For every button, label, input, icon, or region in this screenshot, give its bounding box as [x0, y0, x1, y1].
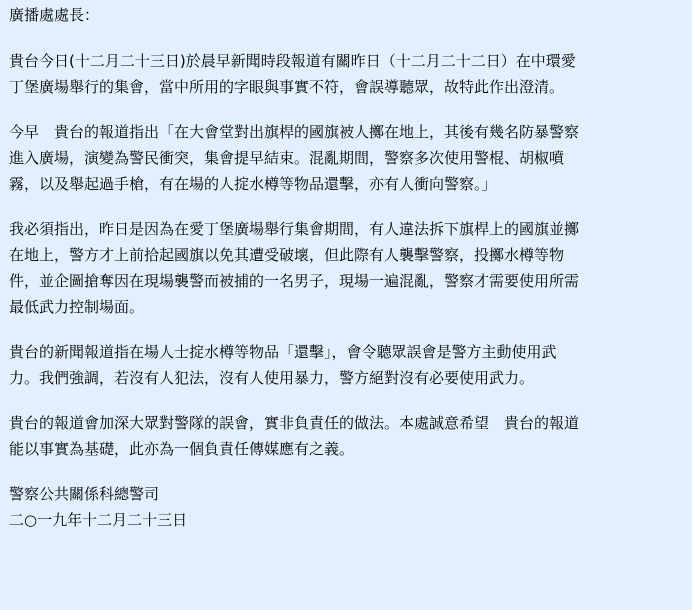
signature-block: [9, 481, 682, 533]
paragraph-1: [9, 48, 682, 100]
paragraph-line: 力。我們強調，若沒有人犯法，沒有人使用暴力，警方絕對沒有必要使用武力。: [9, 369, 535, 387]
letter-greeting: 廣播處處長：: [9, 6, 100, 24]
paragraph-4: [9, 339, 682, 391]
paragraph-2: [9, 119, 682, 197]
paragraph-line: 件，並企圖搶奪因在現場襲警而被捕的一名男子，現場一遍混亂，警察才需要使用所需: [9, 272, 580, 290]
paragraph-line: 我必須指出，昨日是因為在愛丁堡廣場舉行集會期間，有人違法拆下旗桿上的國旗並擲: [9, 220, 580, 238]
paragraph-5: [9, 410, 682, 462]
paragraph-line: 能以事實為基礎，此亦為一個負責任傳媒應有之義。: [9, 440, 355, 458]
signature-date: 二○一九年十二月二十三日: [9, 511, 188, 529]
paragraph-line: 丁堡廣場舉行的集會，當中所用的字眼與事實不符，會誤導聽眾，故特此作出澄清。: [9, 78, 565, 96]
paragraph-line: 貴台的新聞報道指在場人士掟水樽等物品「還擊」，會令聽眾誤會是警方主動使用武: [9, 343, 557, 361]
paragraph-3: [9, 216, 682, 320]
paragraph-line: 今早 貴台的報道指出「在大會堂對出旗桿的國旗被人擲在地上，其後有幾名防暴警察: [9, 123, 580, 141]
signature-organization: 警察公共關係科總警司: [9, 485, 160, 503]
paragraph-line: 霧，以及舉起過手槍，有在場的人掟水樽等物品還擊，亦有人衝向警察。」: [9, 175, 497, 193]
paragraph-line: 最低武力控制場面。: [9, 298, 145, 316]
paragraph-line: 貴台今日(十二月二十三日)於晨早新聞時段報道有關昨日（十二月二十二日）在中環愛: [9, 52, 576, 70]
paragraph-line: 貴台的報道會加深大眾對警隊的誤會，實非負責任的做法。本處誠意希望 貴台的報道: [9, 414, 580, 432]
paragraph-line: 在地上，警方才上前拾起國旗以免其遭受破壞，但此際有人襲擊警察，投擲水樽等物: [9, 246, 565, 264]
paragraph-line: 進入廣場，演變為警民衝突，集會提早結束。混亂期間，警察多次使用警棍、胡椒噴: [9, 149, 565, 167]
